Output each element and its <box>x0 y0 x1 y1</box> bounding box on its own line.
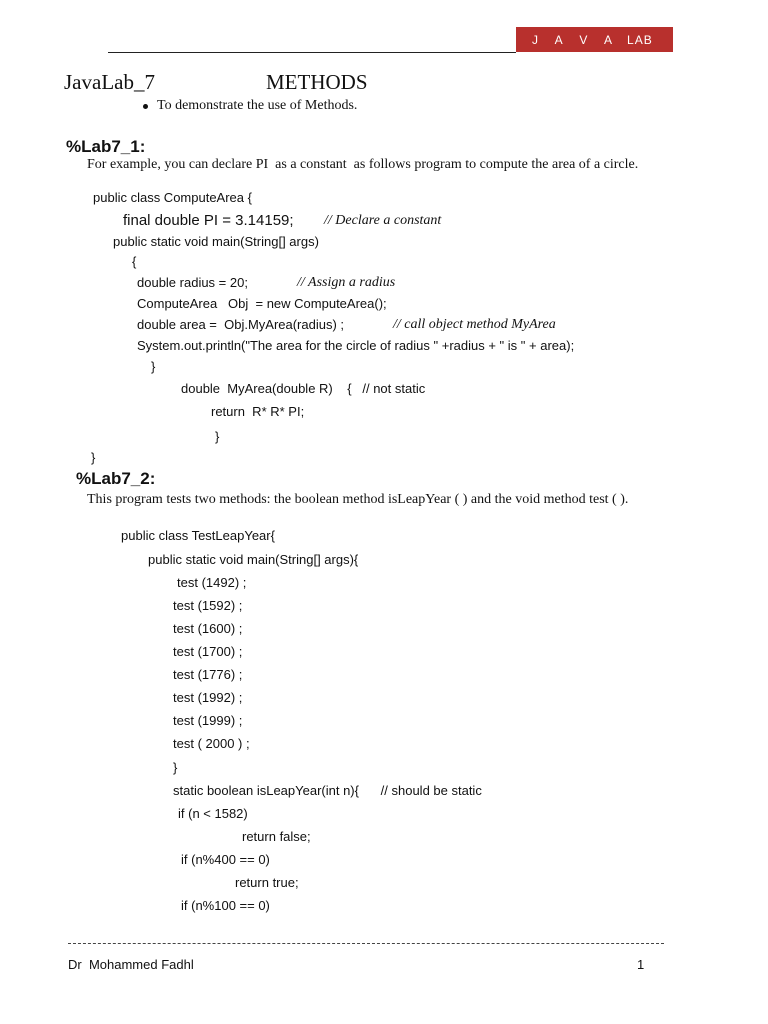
page-number: 1 <box>637 957 645 972</box>
footer-rule <box>68 943 664 944</box>
code-line: test (1600) ; <box>173 621 243 636</box>
footer-author: Dr Mohammed Fadhl <box>68 957 194 972</box>
code-line: if (n%100 == 0) <box>181 898 270 913</box>
lab1-description: For example, you can declare PI as a constant as follows program to compute the area of a circle. <box>87 157 639 172</box>
code-line: test (1776) ; <box>173 667 243 682</box>
header-badge <box>516 27 673 52</box>
lab2-description: This program tests two methods: the boolean method isLeapYear ( ) and the void method test ( ). <box>87 492 629 507</box>
code-line: test ( 2000 ) ; <box>173 736 250 751</box>
code-line: static boolean isLeapYear(int n){ // should be static <box>173 783 482 798</box>
code-line: test (1700) ; <box>173 644 243 659</box>
topic-title: METHODS <box>266 70 368 94</box>
lab2-heading: %Lab7_2: <box>76 469 156 488</box>
code-line: test (1592) ; <box>173 598 243 613</box>
lab1-heading: %Lab7_1: <box>66 137 146 156</box>
code-line: final double PI = 3.14159; <box>123 212 294 229</box>
code-line: ComputeArea Obj = new ComputeArea(); <box>137 296 387 311</box>
code-line: public static void main(String[] args){ <box>148 552 359 567</box>
lab-title: JavaLab_7 <box>64 70 155 94</box>
code-line: { <box>132 254 137 269</box>
code-comment: // Assign a radius <box>297 275 396 290</box>
code-line: public static void main(String[] args) <box>113 234 319 249</box>
header-rule <box>108 52 516 53</box>
header-label: J A V A <box>532 32 620 47</box>
code-line: } <box>91 450 96 465</box>
code-line: return R* R* PI; <box>211 404 305 419</box>
code-line: double area = Obj.MyArea(radius) ; <box>137 317 345 332</box>
code-line: test (1992) ; <box>173 690 243 705</box>
code-line: System.out.println("The area for the circle of radius " +radius + " is " + area); <box>137 338 575 353</box>
code-line: public class ComputeArea { <box>93 190 252 205</box>
code-line: } <box>151 359 156 374</box>
code-line: } <box>215 429 220 444</box>
code-comment: // call object method MyArea <box>393 317 556 332</box>
code-line: double radius = 20; <box>137 275 248 290</box>
code-comment: // Declare a constant <box>324 213 442 228</box>
code-line: if (n%400 == 0) <box>181 852 270 867</box>
code-line: test (1492) ; <box>177 575 247 590</box>
code-line: if (n < 1582) <box>178 806 248 821</box>
code-line: double MyArea(double R) { // not static <box>181 381 426 396</box>
objective-item: To demonstrate the use of Methods. <box>157 98 358 113</box>
code-line: test (1999) ; <box>173 713 243 728</box>
header-label-tail: LAB <box>627 32 653 47</box>
code-line: return true; <box>235 875 299 890</box>
bullet-icon <box>143 104 148 109</box>
code-line: public class TestLeapYear{ <box>121 528 275 543</box>
code-line: } <box>173 760 178 775</box>
code-line: return false; <box>242 829 311 844</box>
